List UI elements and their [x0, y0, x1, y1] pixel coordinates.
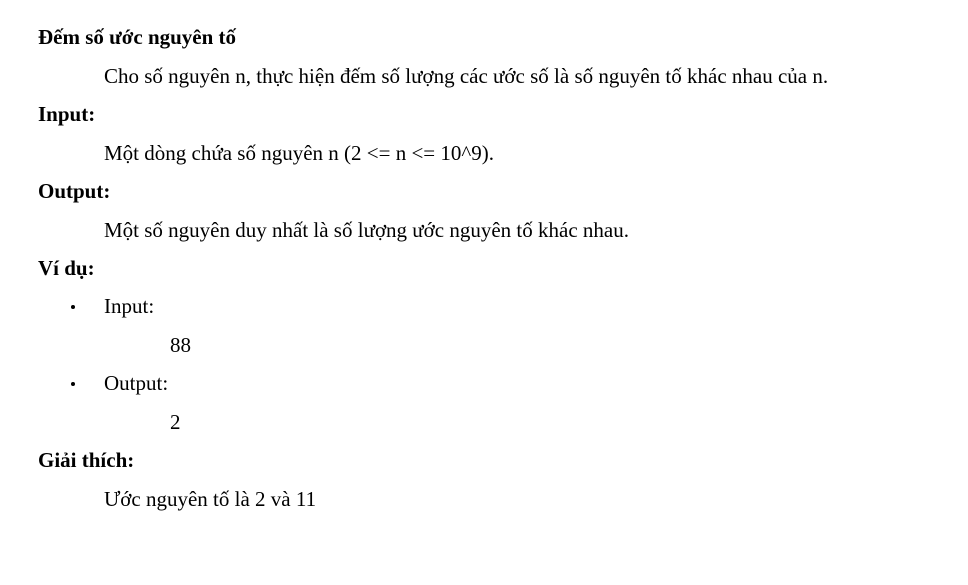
input-description: Một dòng chứa số nguyên n (2 <= n <= 10^9).: [104, 141, 494, 165]
example-heading: Ví dụ:: [38, 256, 95, 280]
explanation-heading: Giải thích:: [38, 448, 135, 472]
output-description: Một số nguyên duy nhất là số lượng ước nguyên tố khác nhau.: [104, 218, 629, 242]
explanation-text: Ước nguyên tố là 2 và 11: [104, 487, 317, 511]
bullet-icon: [71, 382, 75, 386]
bullet-icon: [71, 305, 75, 309]
problem-title: Đếm số ước nguyên tố: [38, 25, 237, 49]
example-output-value: 2: [170, 410, 181, 434]
problem-description: Cho số nguyên n, thực hiện đếm số lượng các ước số là số nguyên tố khác nhau của n.: [104, 64, 829, 88]
input-heading: Input:: [38, 102, 96, 126]
output-heading: Output:: [38, 179, 111, 203]
example-input-label: Input:: [104, 294, 155, 318]
example-input-value: 88: [170, 333, 191, 357]
example-output-label: Output:: [104, 371, 169, 395]
